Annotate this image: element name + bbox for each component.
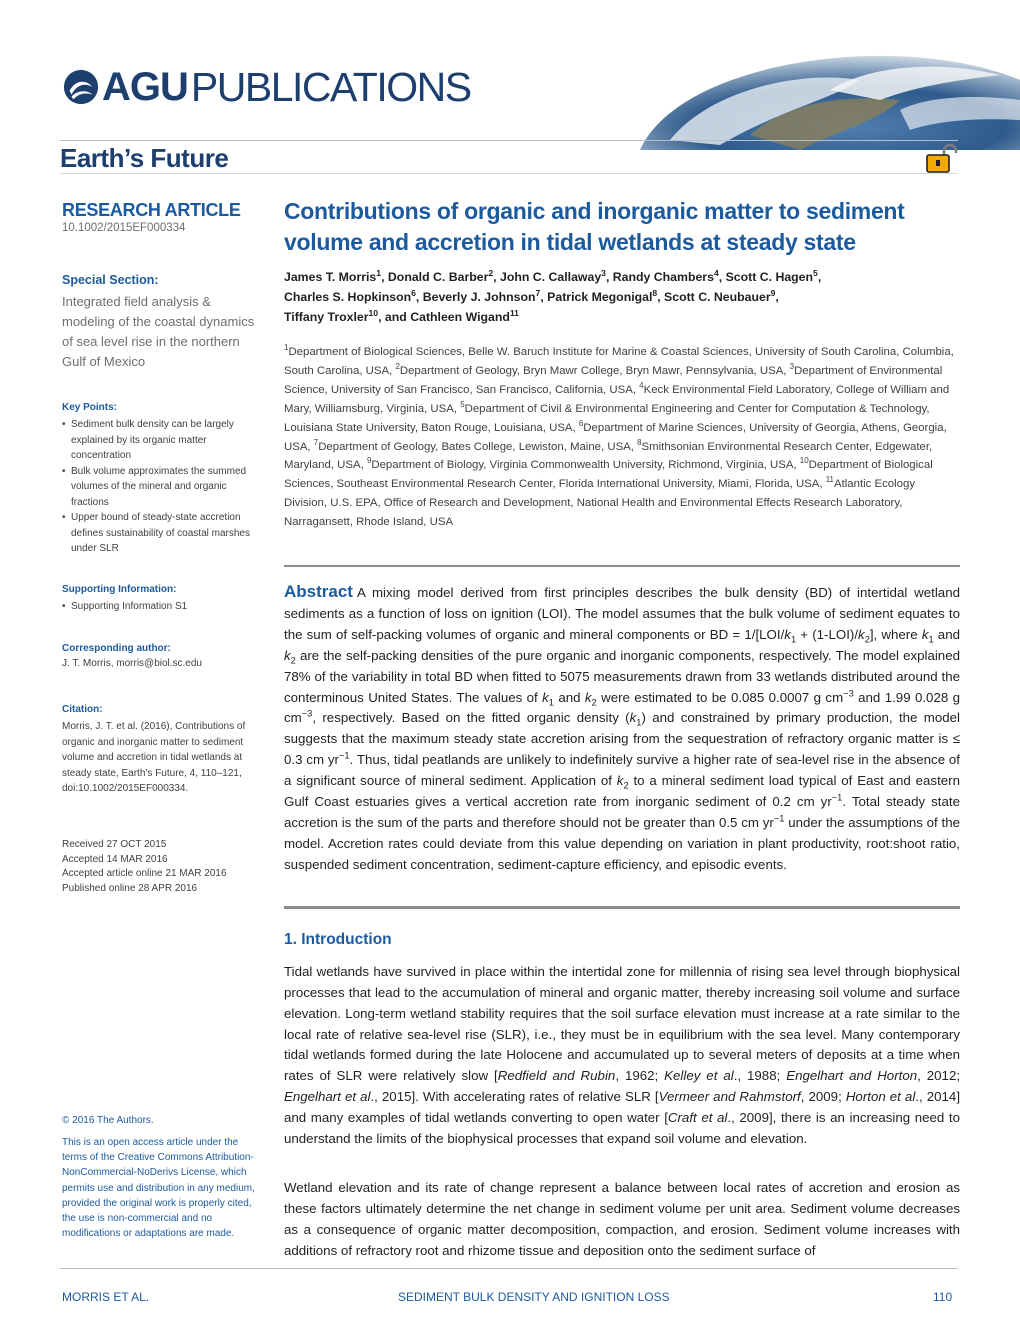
- abstract-run: −3: [843, 688, 854, 699]
- abstract-run: and 1.99 0.028 g cm: [284, 689, 961, 726]
- author-affiliation-number: 6: [411, 287, 416, 298]
- affiliation-number: 7: [313, 437, 319, 447]
- paragraph-run: Engelhart et al: [284, 1089, 371, 1105]
- header-rule-bottom: [60, 173, 958, 174]
- paragraph-run: Craft et al: [667, 1109, 728, 1125]
- affiliation-text: Department of Biological Sciences, Southeast Environmental Research Center, Florida International University, Miami, Florida, USA,: [284, 459, 933, 491]
- abstract-run: k: [284, 647, 291, 663]
- affiliation-list: [284, 343, 960, 532]
- paragraph-run: ., 1988;: [733, 1068, 787, 1084]
- abstract-run: + (1-LOI)/: [796, 626, 859, 642]
- section-heading: 1. Introduction: [284, 931, 392, 948]
- paragraph-run: ., 2015]. With accelerating rates of relative SLR [: [370, 1089, 659, 1105]
- date-accepted-online: Accepted article online 21 MAR 2016: [62, 868, 227, 879]
- author-name: John C. Callaway: [500, 270, 602, 284]
- abstract-run: and: [933, 626, 960, 642]
- supporting-info-label: Supporting Information:: [62, 584, 177, 595]
- logo-publications-text: PUBLICATIONS: [190, 63, 471, 110]
- affiliation-text: Department of Biological Sciences, Belle W. Baruch Institute for Marine & Coastal Sciences, University of South Carolina, Columbia, South Carolina, USA,: [284, 346, 954, 377]
- running-authors: MORRIS ET AL.: [62, 1290, 150, 1304]
- affiliation-text: Department of Marine Sciences, University of Georgia, Athens, Georgia, USA,: [284, 421, 947, 453]
- affiliation-number: 6: [578, 418, 584, 428]
- paragraph-run: ., 2009], there is an increasing need to understand the limits of the biophysical processes that expand soil volume and elevation.: [284, 1109, 960, 1146]
- abstract-run: −1: [831, 792, 843, 803]
- affiliation-number: 8: [637, 437, 642, 447]
- header-rule: [60, 140, 958, 141]
- author-affiliation-number: 3: [601, 267, 606, 278]
- author-affiliation-number: 10: [368, 307, 379, 318]
- open-access-lock-icon: [925, 143, 959, 173]
- author-name: Charles S. Hopkinson: [284, 290, 412, 304]
- abstract-run: 2: [864, 634, 870, 645]
- author-name: Tiffany Troxler: [284, 310, 369, 324]
- section-rule: [284, 565, 960, 567]
- abstract-run: k: [858, 626, 865, 642]
- affiliation-text: Department of Biology, Virginia Commonwealth University, Richmond, Virginia, USA,: [371, 459, 800, 472]
- author-name: Scott C. Neubauer: [664, 290, 771, 304]
- abstract-run: to a mineral sediment load typical of East and eastern Gulf Coast estuaries gives a vertical accretion rate from inorganic sediment of 0.2 cm yr: [284, 773, 960, 810]
- article-type: RESEARCH ARTICLE: [62, 200, 241, 220]
- key-points-list: [62, 417, 262, 557]
- footer-rule: [60, 1268, 958, 1269]
- supporting-info-list: [62, 599, 262, 615]
- abstract-run: 1: [928, 634, 934, 645]
- author-affiliation-number: 4: [713, 267, 719, 278]
- abstract-run: −3: [301, 709, 313, 720]
- abstract-run: under the assumptions of the model. Accretion rates could deviate from this value depending on variation in plant productivity, root:shoot ratio, suspended sediment concentration, sediment-capture efficiency, and episodic events.: [284, 814, 960, 872]
- abstract-run: are the self-packing densities of the pure organic and inorganic components, respectively. The model explained 78% of the variability in total BD when fitted to 5075 measurements drawn from 33 wetlands distributed around the conterminous United States. The values of: [284, 647, 960, 705]
- abstract-run: 2: [591, 697, 597, 708]
- abstract-run: and: [553, 689, 585, 705]
- affiliation-text: Department of Civil & Environmental Engineering and Center for Computation & Technology, Louisiana State University, Baton Rouge, Louisiana, USA,: [284, 402, 930, 434]
- author-list: James T. Morris$^1$, Donald C. Barber$^2$, John C. Callaway$^3$, Randy Chambers$^4$, Scott C. Hagen$^5$, Charles S. Hopkinson$^6$, Beverly J. Johnson$^7$, Patrick Megonigal$^8$, Scott C. Neubauer$^9$, Tiffany Troxler$^{10}$, and Cathleen Wigand$^{11}$: [284, 267, 822, 324]
- affiliation-number: 3: [789, 362, 795, 372]
- author-name: Donald C. Barber: [387, 270, 489, 284]
- abstract-run: 1: [548, 697, 554, 708]
- abstract-run: 2: [623, 780, 629, 791]
- author-affiliation-number: 5: [813, 267, 818, 278]
- abstract-run: k: [921, 626, 929, 642]
- affiliation-text: Department of Geology, Bryn Mawr College, Bryn Mawr, Pennsylvania, USA,: [399, 364, 790, 377]
- page-number: 110: [933, 1290, 953, 1304]
- copyright: © 2016 The Authors.: [62, 1115, 154, 1126]
- abstract-run: k: [629, 710, 637, 726]
- key-point: • Upper bound of steady-state accretion defines sustainability of coastal marshes under SLR: [62, 510, 262, 557]
- article-dates: [62, 838, 262, 896]
- earth-globe-image: [600, 40, 1020, 150]
- abstract-run: ) and constrained by primary production, the model suggests that the maximum steady state accretion arising from the sequestration of refractory organic matter is ≤ 0.3 cm yr: [284, 710, 960, 768]
- corresponding-author-label: Corresponding author:: [62, 643, 171, 654]
- author-name: Patrick Megonigal: [547, 290, 653, 304]
- paragraph-run: Horton et al: [845, 1089, 916, 1105]
- abstract-run: 1: [790, 634, 797, 645]
- abstract-run: −1: [773, 813, 785, 824]
- author-affiliation-number: 8: [652, 287, 658, 298]
- body-paragraph: Wetland elevation and its rate of change represent a balance between local rates of accretion and erosion as these factors ultimately determine the net change in sediment volume per unit area. Sediment volume decreases as a consequence of organic matter decomposition, compaction, and erosion. Sediment volume increases with additions of refractory root and rhizome tissue and deposition onto the sediment surface of: [284, 1180, 960, 1258]
- author-name: Beverly J. Johnson: [422, 290, 536, 304]
- paragraph-run: Vermeer and Rahmstorf: [658, 1089, 801, 1105]
- abstract-run: ], where: [869, 626, 922, 642]
- paragraph-run: ., 2014] and many examples of tidal wetlands converting to open water [: [284, 1089, 961, 1125]
- affiliation-number: 2: [395, 362, 400, 372]
- abstract-text: [284, 585, 960, 872]
- affiliation-number: 11: [825, 475, 834, 485]
- special-section-text: Integrated field analysis & modeling of the coastal dynamics of sea level rise in the northern Gulf of Mexico: [62, 294, 255, 369]
- abstract-run: −1: [338, 750, 350, 761]
- abstract: [284, 582, 960, 876]
- author-affiliation-number: 11: [509, 307, 519, 318]
- citation-text: Morris, J. T. et al. (2016), Contributions of organic and inorganic matter to sediment volume and accretion in tidal wetlands at steady state, Earth’s Future, 4, 110–121, doi:10.1002/2015EF000334.: [62, 721, 246, 794]
- abstract-run: k: [584, 689, 592, 705]
- abstract-run: were estimated to be 0.085 0.0007 g cm: [596, 689, 844, 705]
- abstract-run: . Thus, tidal peatlands are unlikely to indefinitely survive a higher rate of sea-level rise in the absence of a significant source of mineral sediment. Application of: [284, 752, 960, 789]
- date-published: Published online 28 APR 2016: [62, 882, 198, 894]
- author-affiliation-number: 7: [535, 287, 541, 298]
- abstract-run: 1: [636, 718, 642, 729]
- paragraph-run: Kelley et al: [664, 1068, 734, 1084]
- abstract-run: . Total steady state accretion is the sum of the parts and therefore should not be greater than 0.5 cm yr: [284, 794, 960, 830]
- author-affiliation-number: 9: [770, 287, 776, 298]
- date-accepted: Accepted 14 MAR 2016: [62, 853, 168, 865]
- affiliation-number: 9: [366, 456, 372, 466]
- license-text[interactable]: This is an open access article under the terms of the Creative Commons Attribution-NonCommercial-NoDerivs License, which permits use and distribution in any medium, provided the original work is properly cited, the use is non-commercial and no modifications or adaptations are made.: [62, 1137, 255, 1240]
- paragraph-run: , 1962;: [615, 1068, 665, 1084]
- paragraph-run: Tidal wetlands have survived in place within the intertidal zone for millennia of rising sea level through biophysical processes that lead to the accumulation of mineral and organic matter, thereby increasing soil volume and surface elevation. Long-term wetland stability requires that the soil surface elevation must increase at a rate similar to the local rate of relative sea-level rise (SLR), i.e., they must be in equilibrium with the sea level. Many contemporary tidal wetlands formed during the late Holocene and accumulated up to several meters of deposits at a time when rates of SLR were relatively slow [: [284, 964, 960, 1084]
- corresponding-author[interactable]: J. T. Morris, morris@biol.sc.edu: [62, 658, 202, 669]
- abstract-run: k: [542, 689, 549, 705]
- author-name: Scott C. Hagen: [725, 270, 814, 284]
- running-title: SEDIMENT BULK DENSITY AND IGNITION LOSS: [398, 1290, 670, 1304]
- date-received: Received 27 OCT 2015: [62, 839, 167, 850]
- affiliation-text: Smithsonian Environmental Research Center, Edgewater, Maryland, USA,: [284, 440, 933, 472]
- doi[interactable]: 10.1002/2015EF000334: [62, 222, 186, 234]
- citation-label: Citation:: [62, 704, 103, 715]
- author-name: James T. Morris: [284, 270, 377, 284]
- paragraph-run: , 2012;: [917, 1068, 961, 1084]
- affiliation-number: 4: [639, 381, 644, 391]
- affiliation-text: Department of Environmental Science, University of San Francisco, San Francisco, California, USA,: [284, 364, 943, 396]
- paragraph-run: Redfield and Rubin: [497, 1068, 616, 1084]
- body-paragraph: [284, 962, 960, 1150]
- key-points-label: Key Points:: [62, 402, 118, 413]
- logo-agu-text: AGU: [102, 64, 188, 109]
- supporting-info-link[interactable]: • Supporting Information S1: [62, 599, 262, 615]
- affiliation-number: 5: [460, 399, 465, 409]
- affiliation-text: Atlantic Ecology Division, U.S. EPA, Office of Research and Development, National Health and Environmental Effects Research Laboratory, Narragansett, Rhode Island, USA: [284, 478, 916, 529]
- journal-title: Earth’s Future: [60, 143, 229, 173]
- affiliation-text: Keck Environmental Field Laboratory, College of William and Mary, Williamsburg, Virginia, USA,: [284, 383, 950, 415]
- affiliation-text: Department of Geology, Bates College, Lewiston, Maine, USA,: [318, 440, 638, 453]
- author-affiliation-number: 2: [488, 267, 494, 278]
- agu-publications-logo: [62, 62, 471, 112]
- abstract-run: A mixing model derived from first principles describes the bulk density (BD) of intertidal wetland sediments as a function of loss on ignition (LOI). The model assumes that the bulk volume of sediment equates to the sum of self-packing volumes of organic and mineral components or BD = 1/[LOI/: [284, 585, 960, 642]
- paragraph-run: Engelhart and Horton: [786, 1068, 918, 1084]
- abstract-run: k: [616, 773, 624, 789]
- article-title: Contributions of organic and inorganic matter to sediment volume and accretion in tidal wetlands at steady state: [284, 198, 905, 255]
- abstract-run: k: [784, 626, 791, 642]
- section-rule: [284, 906, 960, 909]
- agu-logo-mark-icon: [62, 68, 100, 106]
- affiliation-number: 10: [799, 456, 809, 466]
- abstract-run: , respectively. Based on the fitted organic density (: [312, 710, 630, 726]
- special-section-label: Special Section:: [62, 273, 159, 287]
- author-affiliation-number: 1: [376, 267, 382, 278]
- paragraph-run: , 2009;: [800, 1089, 846, 1105]
- author-name: Cathleen Wigand: [410, 310, 510, 324]
- author-name: Randy Chambers: [612, 270, 714, 284]
- abstract-label: Abstract: [284, 582, 353, 601]
- affiliation-number: 1: [284, 343, 289, 353]
- abstract-run: 2: [290, 655, 296, 666]
- key-point: • Sediment bulk density can be largely explained by its organic matter concentration: [62, 417, 262, 464]
- key-point: • Bulk volume approximates the summed volumes of the mineral and organic fractions: [62, 464, 262, 511]
